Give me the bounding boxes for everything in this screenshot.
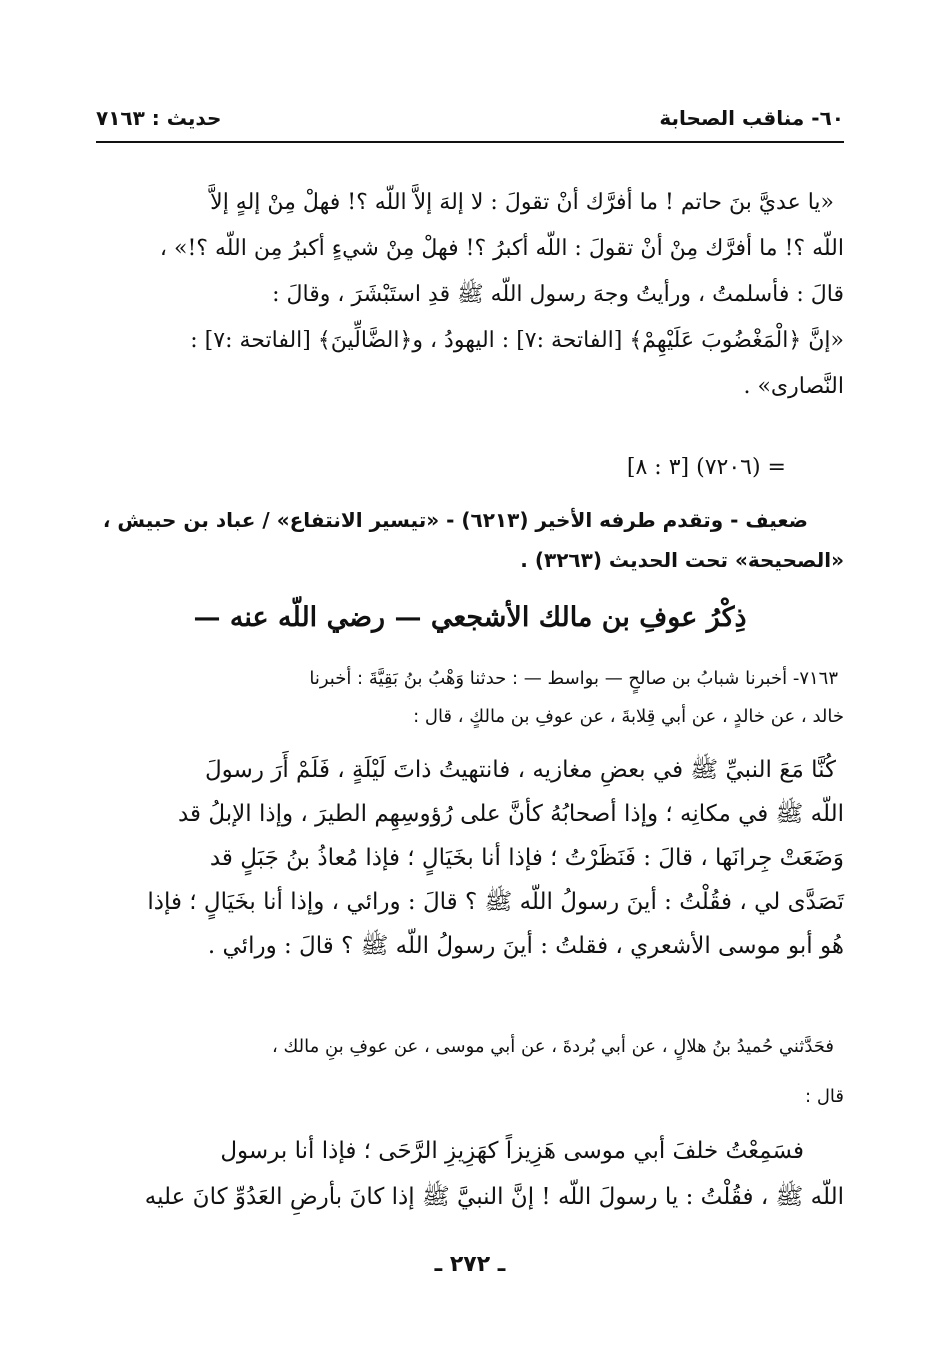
isnad-line: ٧١٦٣- أخبرنا شبابُ بن صالحٍ — بواسط — : حدثنا وَهْبُ بنُ بَقِيَّةَ : أخبرنا — [309, 668, 838, 689]
second-matn-block — [96, 1128, 844, 1220]
grading-line: ضعيف - وتقدم طرفه الأخير (٦٢١٣) - «تيسير الانتفاع» / عباد بن حبيش ، — [102, 508, 808, 532]
hadith-number-ref: حديث : ٧١٦٣ — [96, 106, 222, 130]
second-isnad-block — [96, 1022, 844, 1122]
matn-line: وَضَعَتْ جِرانَها ، قالَ : فَنَظَرْتُ ؛ فإذا أنا بخَيَالٍ ؛ فإذا مُعاذُ بنُ جَبَلٍ قد — [209, 845, 844, 871]
isnad-line: خالد ، عن خالدٍ ، عن أبي قِلابةَ ، عن عوفِ بن مالكٍ ، قال : — [413, 706, 844, 727]
grading-line: «الصحيحة» تحت الحديث (٣٢٦٣) . — [520, 548, 844, 572]
matn-line: كُنَّا مَعَ النبيِّ ﷺ في بعضِ مغازيه ، فانتهيتُ ذاتَ لَيْلَةٍ ، فَلَمْ أَرَ رسولَ — [204, 757, 836, 783]
text-line: اللّه ؟! ما أفرَّك مِنْ أنْ تقولَ : اللّه أكبرُ ؟! فهلْ مِنْ شيءٍ أكبرُ مِن اللّه ؟!» ، — [159, 236, 844, 261]
isnad-line: فحَدَّثني حُميدُ بنُ هلالٍ ، عن أبي بُردةَ ، عن أبي موسى ، عن عوفِ بنِ مالك ، — [271, 1036, 834, 1057]
header-divider — [96, 141, 844, 143]
chapter-title: ٦٠- مناقب الصحابة — [659, 106, 844, 130]
matn-block — [96, 748, 844, 968]
matn-line: هُو أبو موسى الأشعري ، فقلتُ : أينَ رسولُ اللّه ﷺ ؟ قالَ : ورائي . — [207, 933, 844, 959]
isnad-block — [96, 660, 844, 736]
text-line: قالَ : فأسلمتُ ، ورأيتُ وجهَ رسول اللّه ﷺ قدِ استَبْشَرَ ، وقالَ : — [272, 282, 844, 307]
hadith-text-block — [96, 180, 844, 410]
cross-reference — [96, 448, 844, 488]
text-line: «يا عديَّ بنَ حاتم ! ما أفرَّك أنْ تقولَ : لا إلهَ إلاَّ اللّه ؟! فهلْ مِنْ إلهٍ إلاَّ — [210, 190, 834, 215]
book-page — [96, 0, 844, 1371]
page-header — [96, 100, 844, 136]
page-number: ـ ٢٧٢ ـ — [434, 1252, 506, 1277]
matn-line: اللّه ﷺ ، فقُلْتُ : يا رسولَ اللّه ! إنَّ النبيَّ ﷺ إذا كانَ بأرضِ العَدُوِّ كانَ عليه — [144, 1184, 844, 1210]
matn-line: فسَمِعْتُ خلفَ أبي موسى هَزِيزاً كهَزِيزِ الرَّحَى ؛ فإذا أنا برسول — [220, 1138, 804, 1164]
matn-line: تَصَدَّى لي ، فقُلْتُ : أينَ رسولُ اللّه ﷺ ؟ قالَ : ورائي ، وإذا أنا بخَيَالٍ ؛ فإذا — [147, 889, 844, 915]
reference-text: = (٧٢٠٦) [٣ : ٨] — [626, 455, 786, 480]
text-line: «إنَّ ﴿الْمَغْضُوبَ عَلَيْهِمْ﴾ [الفاتحة :٧] : اليهودُ ، و﴿الضَّالِّينَ﴾ [الفاتحة :٧] : — [190, 328, 844, 353]
text-line: النَّصارى» . — [743, 374, 844, 399]
section-heading: ذِكْرُ عوفِ بن مالك الأشجعي — رضي اللّه عنه — — [193, 602, 747, 633]
grading-note — [96, 500, 844, 580]
isnad-line: قال : — [805, 1086, 844, 1107]
matn-line: اللّه ﷺ في مكانِه ؛ وإذا أصحابُهُ كأنَّ على رُؤوسِهِم الطيرَ ، وإذا الإبلُ قد — [177, 801, 844, 827]
